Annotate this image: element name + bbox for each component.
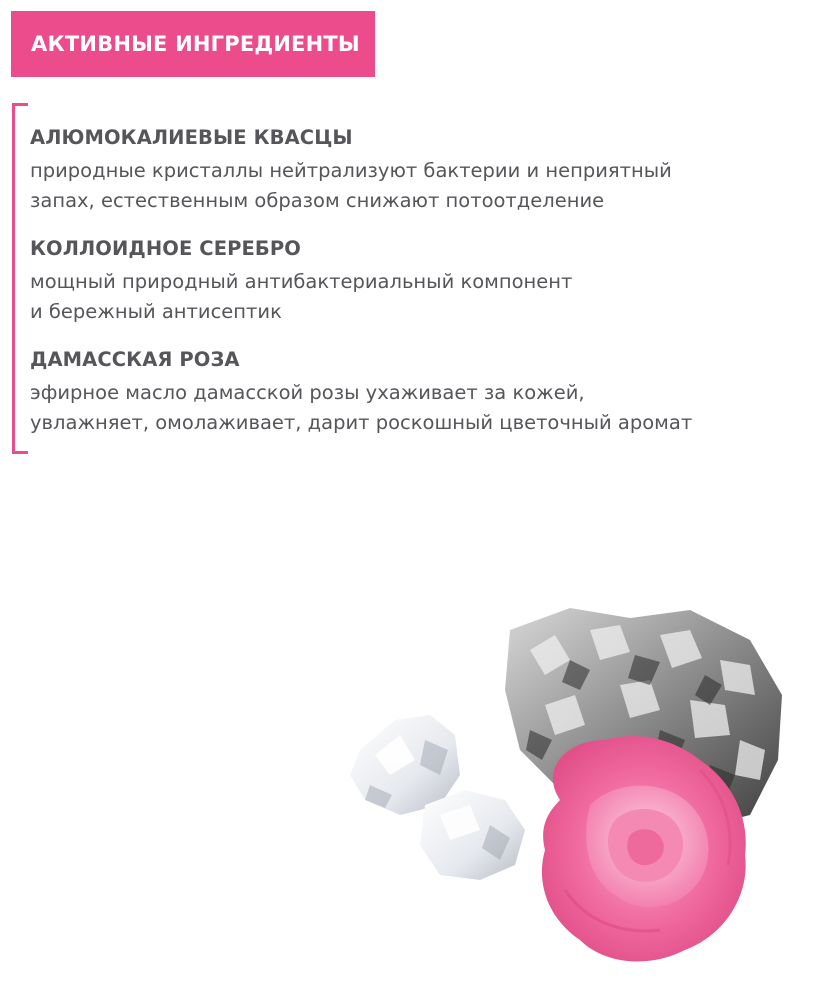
- page-title: АКТИВНЫЕ ИНГРЕДИЕНТЫ: [31, 32, 360, 56]
- ingredient-damask-rose: [30, 346, 750, 438]
- ingredient-alum: [30, 124, 750, 216]
- ingredient-description: эфирное масло дамасской розы ухаживает за кожей, увлажняет, омолаживает, дарит роскошный цветочный аромат: [30, 381, 693, 434]
- header-banner: [11, 11, 375, 77]
- ingredient-name: АЛЮМОКАЛИЕВЫЕ КВАСЦЫ: [30, 126, 353, 149]
- ingredient-name: КОЛЛОИДНОЕ СЕРЕБРО: [30, 237, 301, 260]
- alum-crystal-icon: [350, 715, 525, 880]
- ingredients-list: [30, 124, 750, 457]
- ingredient-description: мощный природный антибактериальный компонент и бережный антисептик: [30, 270, 573, 323]
- ingredient-name: ДАМАССКАЯ РОЗА: [30, 348, 240, 371]
- ingredient-colloidal-silver: [30, 235, 750, 327]
- pink-bracket-divider: [12, 103, 28, 454]
- ingredients-illustration: [330, 590, 800, 980]
- ingredient-description: природные кристаллы нейтрализуют бактерии и неприятный запах, естественным образом снижают потоотделение: [30, 159, 672, 212]
